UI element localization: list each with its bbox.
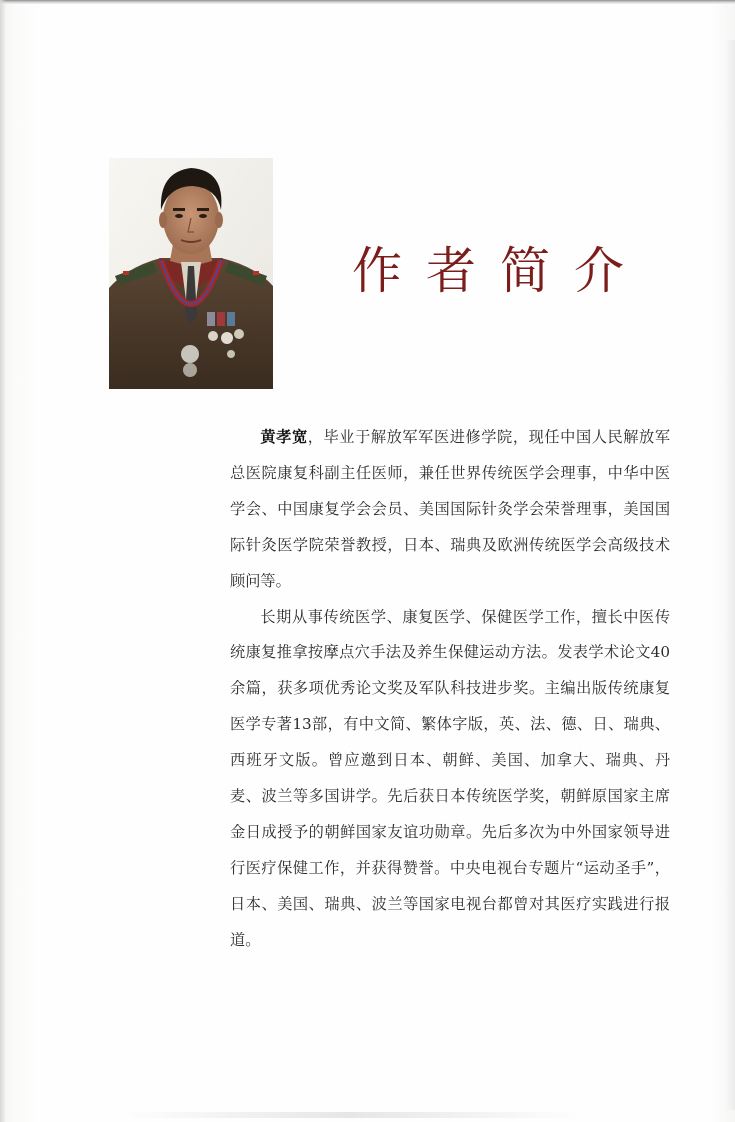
page-top-edge (0, 0, 735, 4)
author-name: 黄孝宽 (260, 428, 308, 446)
bio-paragraph-2: 长期从事传统医学、康复医学、保健医学工作，擅长中医传统康复推拿按摩点穴手法及养生保健运动方法。发表学术论文40余篇，获多项优秀论文奖及军队科技进步奖。主编出版传统康复医学专著13部，有中文简、繁体字版，英、法、德、日、瑞典、西班牙文版。曾应邀到日本、朝鲜、美国、加拿大、瑞典、丹麦、波兰等多国讲学。先后获日本传统医学奖，朝鲜原国家主席金日成授予的朝鲜国家友谊功勋章。先后多次为中外国家领导进行医疗保健工作，并获得赞誉。中央电视台专题片“运动圣手”，日本、美国、瑞典、波兰等国家电视台都曾对其医疗实践进行报道。 (230, 607, 670, 949)
author-biography (230, 420, 670, 959)
bio-paragraph-1-text: ，毕业于解放军军医进修学院，现任中国人民解放军总医院康复科副主任医师，兼任世界传统医学会理事，中华中医学会、中国康复学会会员、美国国际针灸学会荣誉理事，美国国际针灸医学院荣誉教授，日本、瑞典及欧洲传统医学会高级技术顾问等。 (230, 428, 671, 590)
page-right-edge (725, 40, 735, 1110)
page-left-edge (0, 0, 6, 1122)
page-bottom-shadow (120, 1112, 580, 1118)
bio-paragraph-1 (230, 420, 670, 600)
author-portrait-photo (109, 158, 273, 389)
page-title: 作者简介 (352, 242, 648, 300)
